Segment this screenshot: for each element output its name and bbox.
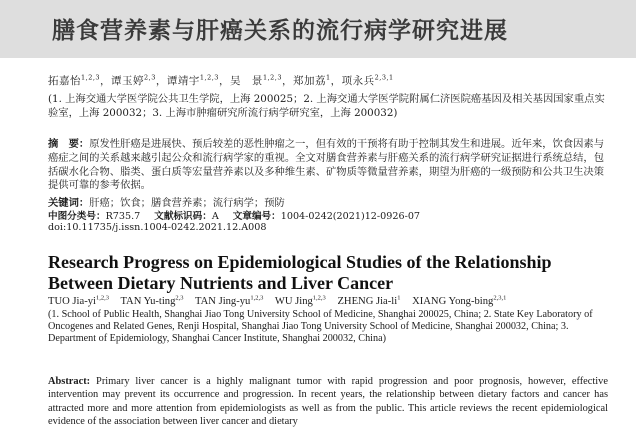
author bbox=[48, 296, 109, 307]
author-affiliation-mark: 1,2,3 bbox=[312, 294, 326, 302]
chinese-authors: 拓嘉怡$^{1,2,3}$，谭玉婷$^{2,3}$，谭靖宇$^{1,2,3}$，吴 景$^{1,2,3}$，郑加荔$^1$，项永兵$^{2,3,1}$ bbox=[48, 73, 394, 87]
author-name: TAN Jing-yu bbox=[195, 296, 251, 307]
author bbox=[48, 75, 100, 87]
chinese-affiliation: (1. 上海交通大学医学院公共卫生学院，上海 200025；2. 上海交通大学医学院附属仁济医院癌基因及相关基因国家重点实验室，上海 200032；3. 上海市肿瘤研究所流行病学研究室，上海 200032) bbox=[48, 93, 605, 119]
article-no-label: 文章编号： bbox=[232, 211, 281, 222]
keywords bbox=[48, 194, 608, 209]
author bbox=[342, 75, 394, 87]
english-authors bbox=[48, 296, 608, 307]
author-name: 吴 景 bbox=[229, 75, 263, 87]
chinese-abstract-text: 原发性肝癌是进展快、预后较差的恶性肿瘤之一，但有效的干预将有助于控制其发生和进展。近年来，饮食因素与癌症之间的关系越来越引起公众和流行病学家的重视。全文对膳食营养素与肝癌关系的流行病学研究证据进行系统总结，包括碳水化合物、脂类、蛋白质等宏量营养素以及多种维生素、矿物质等微量营养素，期望为肝癌的一级预防和公共卫生决策提供可靠的参考依据。 bbox=[48, 138, 605, 192]
author-affiliation-mark: 1,2,3 bbox=[250, 294, 264, 302]
author bbox=[195, 296, 263, 307]
author-affiliation-mark: 1,2,3 bbox=[199, 73, 219, 82]
author-affiliation-mark: 1,2,3 bbox=[262, 73, 282, 82]
author-name: 谭靖宇 bbox=[166, 75, 200, 87]
classification-line bbox=[48, 208, 608, 222]
english-title: Research Progress on Epidemiological Studies of the Relationship Between Dietary Nutrients and Liver Cancer bbox=[48, 252, 552, 293]
author-affiliation-mark: 2,3,1 bbox=[374, 73, 394, 82]
author bbox=[275, 296, 326, 307]
author-name: ZHENG Jia-li bbox=[337, 296, 398, 307]
author-name: WU Jing bbox=[274, 296, 313, 307]
english-abstract-label: Abstract: bbox=[48, 376, 91, 387]
doc-code-value: A bbox=[211, 211, 219, 222]
author-affiliation-mark: 2,3,1 bbox=[493, 294, 507, 302]
author bbox=[120, 296, 183, 307]
author-affiliation-mark: 1,2,3 bbox=[81, 73, 101, 82]
author-name: 谭玉婷 bbox=[111, 75, 145, 87]
author bbox=[293, 75, 331, 87]
author-affiliation-mark: 2,3 bbox=[144, 73, 156, 82]
author-name: TAN Yu-ting bbox=[120, 296, 176, 307]
author bbox=[167, 75, 219, 87]
author-name: XIANG Yong-bing bbox=[412, 296, 494, 307]
author-affiliation-mark: 1 bbox=[325, 73, 331, 82]
author bbox=[111, 75, 156, 87]
author bbox=[230, 75, 282, 87]
author-name: TUO Jia-yi bbox=[48, 296, 96, 307]
author bbox=[337, 296, 400, 307]
chinese-abstract-label: 摘 要： bbox=[48, 138, 90, 150]
chinese-title: 膳食营养素与肝癌关系的流行病学研究进展 bbox=[52, 18, 508, 44]
chinese-abstract bbox=[48, 138, 608, 193]
doi: doi:10.11735/j.issn.1004-0242.2021.12.A008 bbox=[48, 222, 267, 233]
english-abstract bbox=[48, 375, 608, 428]
article-no-value: 1004-0242(2021)12-0926-07 bbox=[280, 211, 421, 222]
clc-value: R735.7 bbox=[105, 211, 141, 222]
author-name: 项永兵 bbox=[341, 75, 375, 87]
doc-code-label: 文献标识码： bbox=[154, 211, 212, 222]
keywords-label: 关键词： bbox=[48, 197, 90, 209]
keywords-text: 肝癌；饮食；膳食营养素；流行病学；预防 bbox=[89, 197, 285, 209]
title-banner bbox=[0, 0, 636, 58]
clc-label: 中图分类号： bbox=[48, 211, 106, 222]
author-affiliation-mark: 2,3 bbox=[175, 294, 184, 302]
author-affiliation-mark: 1,2,3 bbox=[95, 294, 109, 302]
author-affiliation-mark: 1 bbox=[397, 294, 401, 302]
english-affiliation: (1. School of Public Health, Shanghai Jiao Tong University School of Medicine, Shanghai 200025, China; 2. State Key Laboratory of Oncogenes and Related Genes, Renji Hospital, Shanghai Jiao Tong University School of Medicine, Shanghai 200032, China; 3. Department of Epidemiology, Shanghai Cancer Institute, Shanghai 200032, China) bbox=[48, 309, 593, 345]
author-name: 拓嘉怡 bbox=[48, 75, 81, 87]
author-name: 郑加荔 bbox=[292, 75, 326, 87]
author bbox=[412, 296, 506, 307]
english-abstract-text: Primary liver cancer is a highly malignant tumor with rapid progression and poor prognosis, however, effective intervention may prevent its occurrence and progression. In recent years, the relationship between dietary factors and cancer has attracted more and more attention from epidemiologists as well as from the public. This article reviews the recent epidemiological evidence of the association between liver cancer and dietary bbox=[48, 376, 608, 427]
